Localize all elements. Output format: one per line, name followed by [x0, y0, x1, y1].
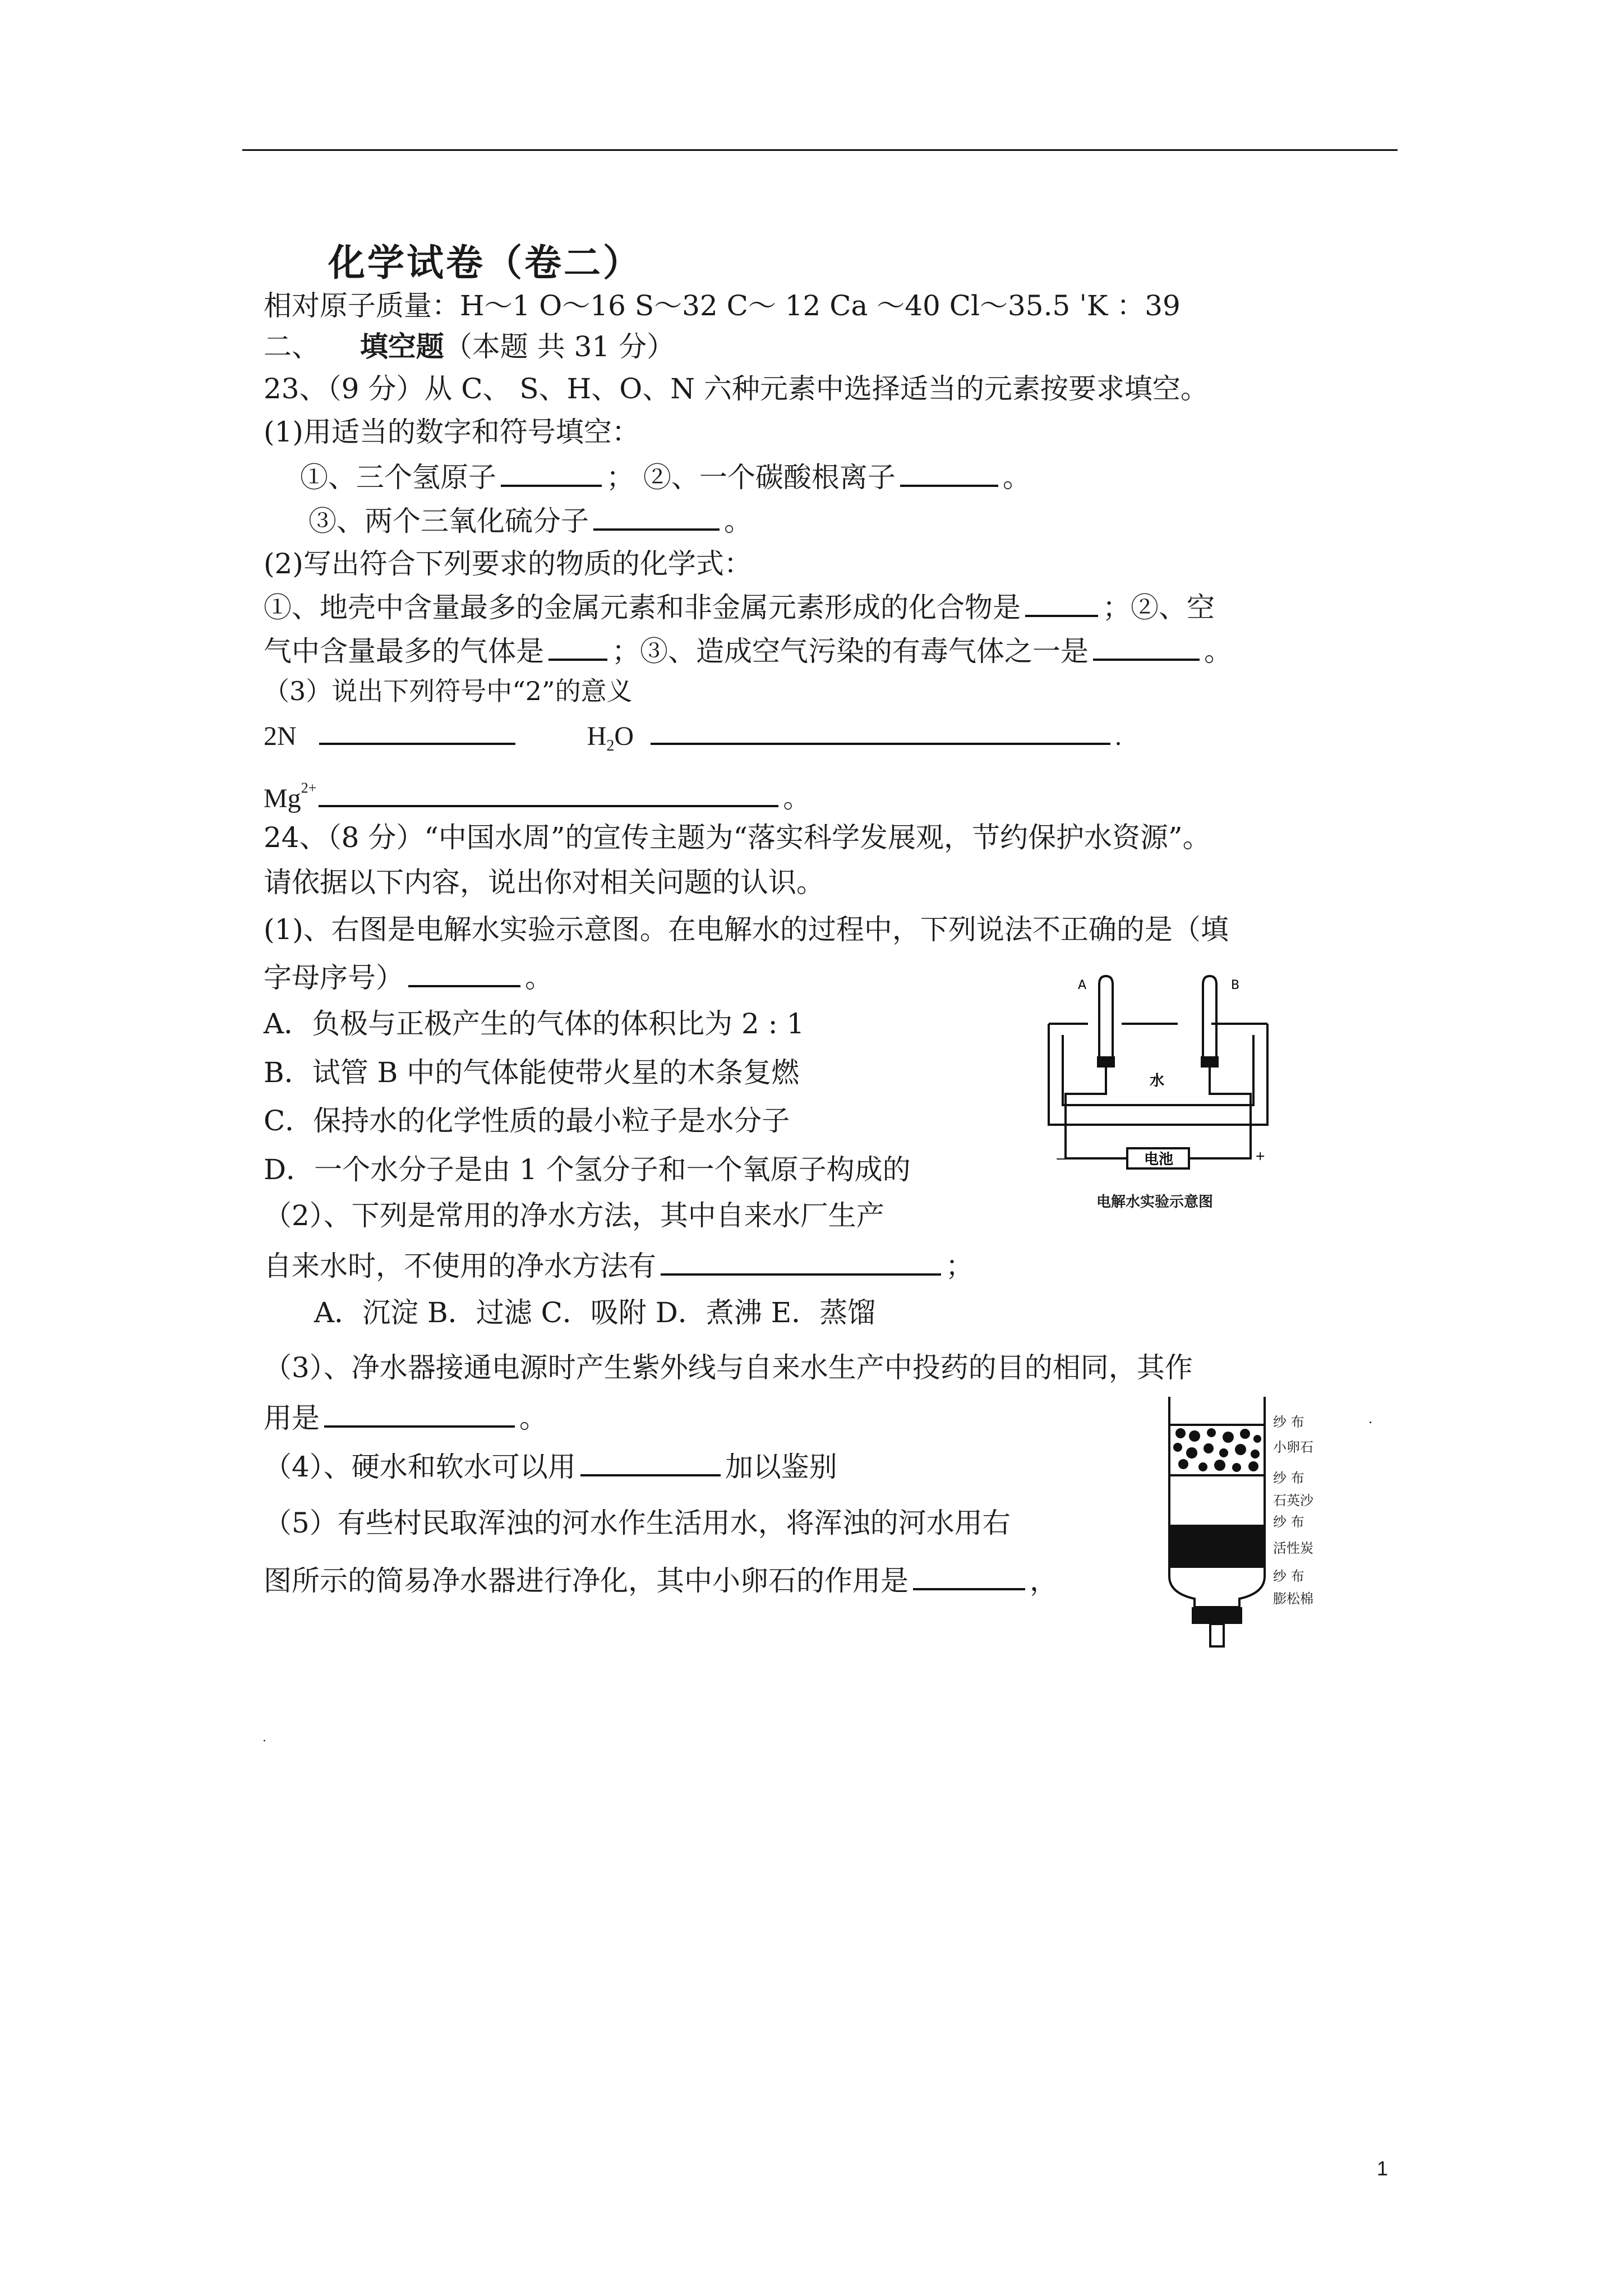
q23-part2: (2)写出符合下列要求的物质的化学式：	[264, 547, 752, 580]
q23-p1-a3-text: 。	[1002, 461, 1031, 494]
exam-title: 化学试卷（卷二）	[328, 241, 642, 284]
electrolysis-caption: 电解水实验示意图	[1096, 1194, 1214, 1211]
answer-blank[interactable]	[548, 633, 607, 661]
minus-sign: −	[1055, 1152, 1066, 1166]
stray-mark: .	[262, 1731, 266, 1745]
answer-blank[interactable]	[319, 779, 778, 807]
answer-blank[interactable]	[580, 1448, 721, 1476]
water-label: 水	[1150, 1073, 1165, 1089]
activated-carbon-layer	[1170, 1526, 1264, 1568]
q23-p1-a2-text: ； ②、一个碳酸根离子	[606, 461, 896, 494]
filter-label-cotton: 膨松棉	[1273, 1591, 1313, 1607]
filter-stray-dot: .	[1368, 1411, 1373, 1427]
q24-part3-answer-line	[264, 1400, 547, 1435]
water-filter-diagram	[1161, 1391, 1273, 1649]
answer-blank[interactable]	[501, 459, 602, 487]
q23-part2-line-a	[264, 589, 1215, 624]
q23-part2-line-b	[264, 633, 1232, 668]
wire-left	[1066, 1066, 1127, 1158]
q23-p2-b2-text: ；③、造成空气污染的有毒气体之一是	[612, 635, 1089, 668]
tube-b-label: B	[1231, 978, 1240, 992]
q23-p2-b3-text: 。	[1204, 635, 1232, 668]
filter-label-gauze-3: 纱 布	[1273, 1514, 1304, 1530]
answer-blank[interactable]	[324, 1400, 515, 1428]
answer-blank[interactable]	[593, 503, 720, 531]
q23-symbols-line	[264, 717, 1122, 763]
q24-option-c: C．保持水的化学性质的最小粒子是水分子	[264, 1105, 790, 1137]
q24-heading-2: 请依据以下内容，说出你对相关问题的认识。	[264, 866, 824, 899]
electrolysis-diagram	[1043, 973, 1279, 1181]
filter-label-gauze-2: 纱 布	[1273, 1470, 1304, 1486]
filter-bottle	[1169, 1397, 1265, 1607]
q24-p3-b2-text: 。	[519, 1402, 547, 1434]
outlet-pipe	[1210, 1624, 1224, 1646]
q24-p1-b1-text: 字母序号）	[264, 961, 404, 994]
answer-blank[interactable]	[1093, 633, 1200, 661]
q23-symbols-line-mg	[264, 771, 810, 816]
q24-part5-answer-line	[264, 1562, 1058, 1598]
q24-part2: （2）、下列是常用的净水方法，其中自来水厂生产	[264, 1199, 884, 1232]
header-rule	[242, 149, 1398, 151]
q24-p1-b2-text: 。	[525, 961, 553, 994]
q24-option-d: D．一个水分子是由 1 个氢分子和一个氧原子构成的	[264, 1153, 911, 1186]
q24-p4-b-text: 加以鉴别	[725, 1451, 837, 1483]
symbol-mg: Mg	[264, 784, 301, 813]
wire-right	[1189, 1066, 1251, 1158]
q24-part1-answer-line	[264, 959, 553, 995]
q24-part4	[264, 1448, 837, 1484]
section-heading	[264, 330, 675, 364]
test-tube-a	[1099, 976, 1113, 1057]
q24-option-a: A．负极与正极产生的气体的体积比为 2 : 1	[264, 1007, 805, 1040]
symbol-h: H	[587, 721, 607, 751]
q24-p3-b1-text: 用是	[264, 1402, 320, 1434]
electrode-left	[1097, 1056, 1115, 1068]
q23-p1-b2-text: 。	[724, 505, 752, 537]
q23-part3: （3）说出下列符号中“2”的意义	[264, 676, 633, 706]
q24-part2-answer-line	[264, 1248, 974, 1283]
page-number: 1	[1377, 2157, 1389, 2180]
q24-part5: （5）有些村民取浑浊的河水作生活用水，将浑浊的河水用右	[264, 1507, 1011, 1539]
q24-option-b: B．试管 B 中的气体能使带火星的木条复燃	[264, 1056, 800, 1089]
q24-p5-b1-text: 图所示的简易净水器进行净化，其中小卵石的作用是	[264, 1565, 909, 1597]
section-points: （本题 共 31 分）	[444, 330, 675, 363]
answer-blank[interactable]	[651, 717, 1110, 745]
q23-part1-line-b	[308, 503, 752, 538]
q24-heading: 24、（8 分）“中国水周”的宣传主题为“落实科学发展观，节约保护水资源”。	[264, 821, 1211, 854]
q23-p1-a1-text: ①、三个氢原子	[300, 461, 496, 494]
answer-blank[interactable]	[661, 1248, 941, 1276]
filter-label-gauze-1: 纱 布	[1273, 1414, 1304, 1430]
q24-p5-b2-text: ，	[1030, 1565, 1058, 1597]
atomic-masses-line: 相对原子质量：H～1 O～16 S～32 C～ 12 Ca ～40 Cl～35.5 ˈK ：39	[264, 289, 1181, 322]
battery-label: 电池	[1144, 1151, 1174, 1168]
symbol-2n: 2N	[264, 721, 297, 751]
filter-label-gauze-4: 纱 布	[1273, 1568, 1304, 1584]
answer-blank[interactable]	[1025, 589, 1098, 617]
q24-p4-a-text: （4）、硬水和软水可以用	[264, 1451, 576, 1483]
q23-p2-a1-text: ①、地壳中含量最多的金属元素和非金属元素形成的化合物是	[264, 591, 1021, 624]
tube-a-label: A	[1078, 978, 1087, 992]
pebble-layer	[1173, 1428, 1261, 1472]
answer-blank[interactable]	[408, 959, 520, 987]
electrode-right	[1201, 1056, 1219, 1068]
symbol-h2o-end: .	[1115, 721, 1122, 751]
test-tube-b	[1203, 976, 1216, 1057]
symbol-mg-end: 。	[783, 784, 810, 813]
q23-heading: 23、（9 分）从 C、 S、H、O、N 六种元素中选择适当的元素按要求填空。	[264, 372, 1209, 405]
symbol-o: O	[614, 721, 634, 751]
q23-p2-b1-text: 气中含量最多的气体是	[264, 635, 544, 668]
section-number: 二、	[264, 330, 320, 363]
q24-p2-b2-text: ；	[946, 1250, 974, 1282]
plus-sign: +	[1255, 1149, 1266, 1163]
q23-p2-a2-text: ；②、空	[1103, 591, 1215, 624]
q23-part1: (1)用适当的数字和符号填空：	[264, 416, 640, 448]
symbol-h-subscript: 2	[606, 737, 615, 754]
filter-label-quartz-sand: 石英沙	[1273, 1493, 1313, 1508]
section-name: 填空题	[359, 330, 444, 363]
q23-part1-line-a	[300, 459, 1031, 494]
q24-part1: (1)、右图是电解水实验示意图。在电解水的过程中，下列说法不正确的是（填	[264, 913, 1229, 946]
answer-blank[interactable]	[913, 1562, 1025, 1590]
filter-label-pebbles: 小卵石	[1273, 1439, 1313, 1455]
filter-label-activated-carbon: 活性炭	[1273, 1540, 1313, 1556]
answer-blank[interactable]	[900, 459, 998, 487]
q24-p2-b1-text: 自来水时，不使用的净水方法有	[264, 1250, 656, 1282]
symbol-mg-superscript: 2+	[301, 780, 317, 796]
answer-blank[interactable]	[319, 717, 515, 745]
q24-part2-options: A．沉淀 B．过滤 C．吸附 D．煮沸 E．蒸馏	[314, 1296, 876, 1329]
q23-p1-b1-text: ③、两个三氧化硫分子	[308, 505, 589, 537]
symbol-h2o	[587, 721, 634, 754]
filter-outlet	[1192, 1607, 1242, 1624]
q24-part3: （3）、净水器接通电源时产生紫外线与自来水生产中投药的目的相同，其作	[264, 1351, 1193, 1384]
